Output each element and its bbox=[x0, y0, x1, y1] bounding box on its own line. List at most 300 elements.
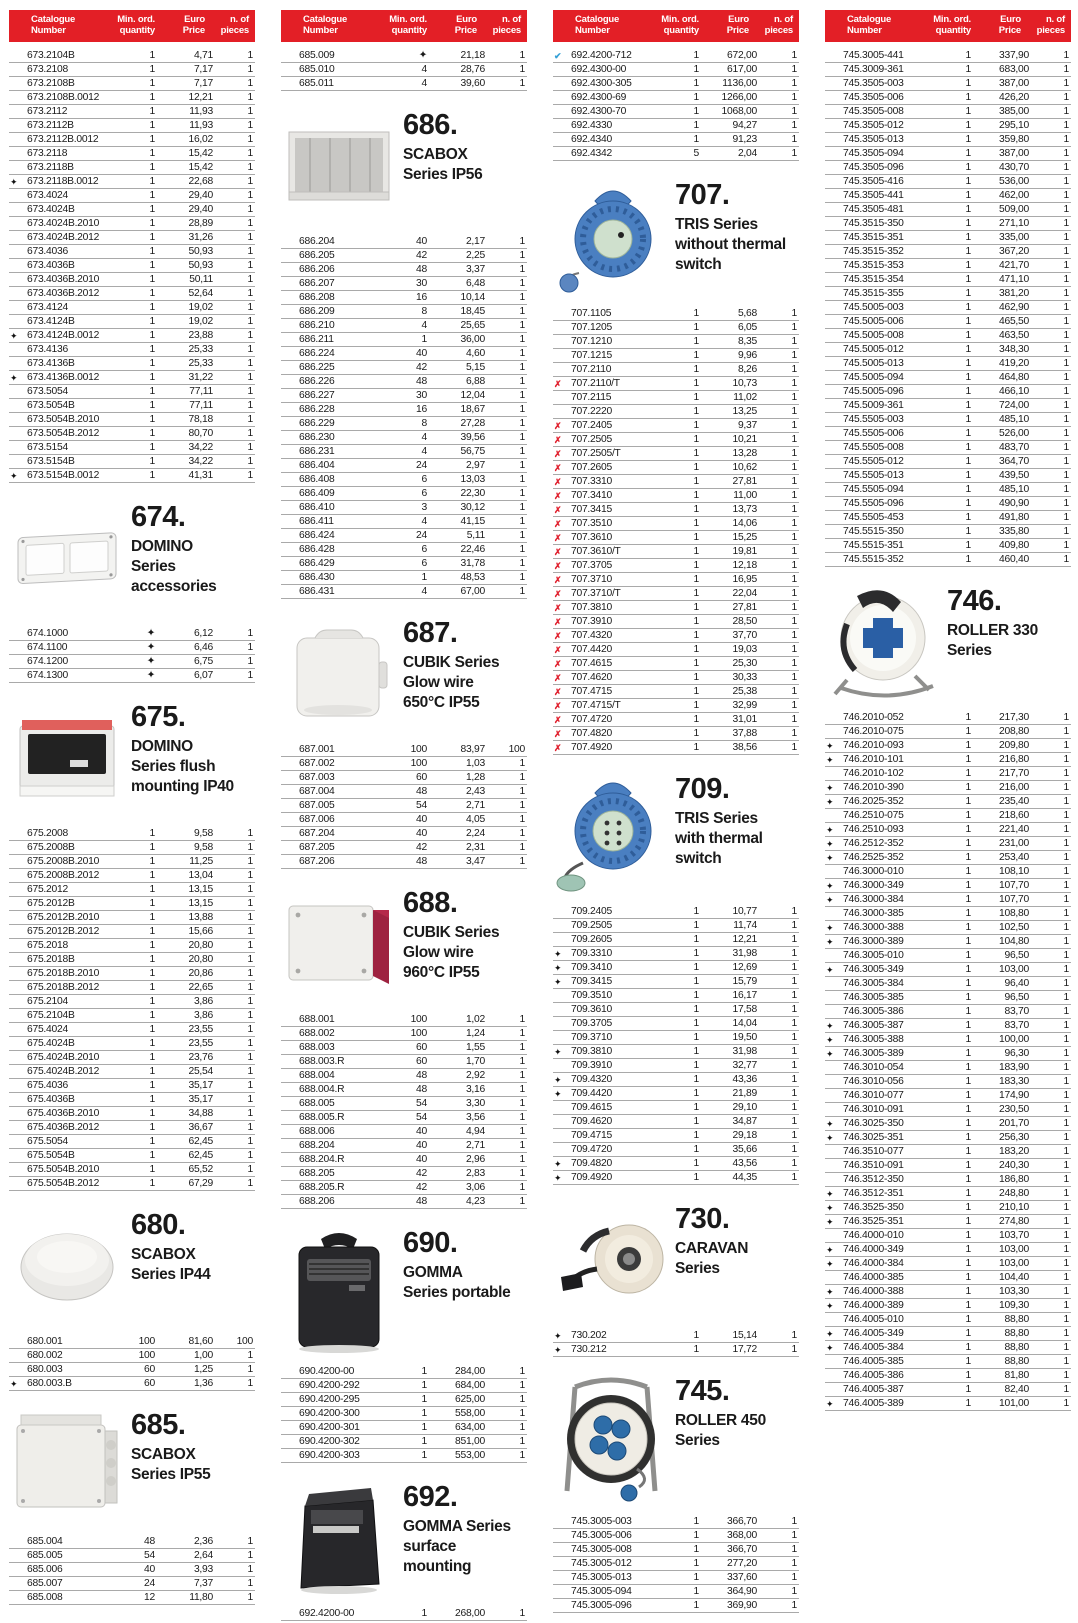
catalogue-number: 686.404 bbox=[299, 459, 335, 471]
min-order-quantity: 1 bbox=[693, 391, 699, 403]
euro-price: 10,14 bbox=[460, 291, 485, 303]
table-row bbox=[9, 855, 255, 869]
min-order-quantity: 1 bbox=[693, 919, 699, 931]
table-row bbox=[825, 133, 1071, 147]
table-row bbox=[553, 119, 799, 133]
table-row bbox=[9, 259, 255, 273]
pieces-count: 1 bbox=[247, 301, 253, 313]
table-row bbox=[825, 1117, 1071, 1131]
table-row bbox=[553, 671, 799, 685]
euro-price: 466,10 bbox=[999, 385, 1029, 397]
catalogue-number: 673.5054 bbox=[27, 385, 68, 397]
catalogue-number: 686.208 bbox=[299, 291, 335, 303]
catalogue-number: 745.3005-006 bbox=[571, 1529, 632, 1541]
pieces-count: 1 bbox=[1063, 1103, 1069, 1115]
catalogue-number: 746.3000-389 bbox=[843, 935, 904, 947]
min-order-quantity: 1 bbox=[965, 1397, 971, 1409]
table-row bbox=[825, 105, 1071, 119]
catalogue-number: 707.3310 bbox=[571, 475, 612, 487]
euro-price: 78,18 bbox=[188, 413, 213, 425]
min-order-quantity: 1 bbox=[149, 1107, 155, 1119]
pieces-count: 1 bbox=[247, 1149, 253, 1161]
catalogue-number: 673.4036B.2012 bbox=[27, 287, 100, 299]
table-row bbox=[281, 1027, 527, 1041]
table-row bbox=[9, 1093, 255, 1107]
min-order-quantity: 1 bbox=[965, 217, 971, 229]
euro-price: 7,17 bbox=[193, 77, 213, 89]
table-row bbox=[553, 475, 799, 489]
table-row bbox=[553, 559, 799, 573]
min-order-quantity: 1 bbox=[965, 1355, 971, 1367]
table-header bbox=[553, 10, 799, 42]
euro-price: 20,86 bbox=[188, 967, 213, 979]
table-row bbox=[553, 657, 799, 671]
pieces-count: 1 bbox=[519, 63, 525, 75]
product-photo-gomma-portable bbox=[281, 1225, 397, 1355]
euro-price: 4,05 bbox=[465, 813, 485, 825]
pieces-count: 1 bbox=[247, 669, 253, 681]
section-number: 686. bbox=[403, 108, 458, 141]
table-row bbox=[281, 1125, 527, 1139]
table-row bbox=[281, 1111, 527, 1125]
pieces-count: 1 bbox=[1063, 427, 1069, 439]
min-order-quantity: 1 bbox=[965, 553, 971, 565]
catalogue-number: 690.4200-300 bbox=[299, 1407, 360, 1419]
min-order-quantity: 1 bbox=[693, 1529, 699, 1541]
min-order-quantity: 1 bbox=[149, 147, 155, 159]
euro-price: 19,02 bbox=[188, 301, 213, 313]
pieces-count: 1 bbox=[791, 629, 797, 641]
table-row bbox=[825, 259, 1071, 273]
min-order-quantity: 4 bbox=[421, 319, 427, 331]
header-catalogue-number-line: Number bbox=[31, 24, 66, 36]
min-order-quantity: 1 bbox=[149, 925, 155, 937]
pieces-count: 1 bbox=[791, 147, 797, 159]
table-row bbox=[281, 487, 527, 501]
pieces-count: 1 bbox=[519, 1365, 525, 1377]
table-row bbox=[825, 315, 1071, 329]
pieces-count: 1 bbox=[791, 741, 797, 753]
catalogue-number: 673.4024B.2010 bbox=[27, 217, 100, 229]
pieces-count: 1 bbox=[519, 1055, 525, 1067]
catalogue-number: 707.3710 bbox=[571, 573, 612, 585]
pieces-count: 1 bbox=[1063, 1005, 1069, 1017]
table-row bbox=[553, 1115, 799, 1129]
euro-price: 471,10 bbox=[999, 273, 1029, 285]
catalogue-number: 745.5505-003 bbox=[843, 413, 904, 425]
min-order-quantity: 4 bbox=[421, 63, 427, 75]
table-row bbox=[825, 1131, 1071, 1145]
pieces-count: 1 bbox=[247, 1535, 253, 1547]
table-row bbox=[9, 953, 255, 967]
section-title-line: Series IP55 bbox=[131, 1465, 211, 1483]
catalogue-number: 707.2405 bbox=[571, 419, 612, 431]
table-row bbox=[281, 1365, 527, 1379]
pieces-count: 1 bbox=[1063, 1173, 1069, 1185]
euro-price: 67,29 bbox=[188, 1177, 213, 1189]
pieces-count: 1 bbox=[247, 939, 253, 951]
pieces-count: 1 bbox=[247, 231, 253, 243]
table-row bbox=[9, 1177, 255, 1191]
catalogue-number: 746.3005-388 bbox=[843, 1033, 904, 1045]
section-title-line: surface bbox=[403, 1537, 457, 1555]
min-order-quantity: 1 bbox=[149, 189, 155, 201]
table-row bbox=[9, 175, 255, 189]
pieces-count: 1 bbox=[791, 671, 797, 683]
table-row bbox=[281, 1069, 527, 1083]
pieces-count: 1 bbox=[1063, 1257, 1069, 1269]
euro-price: 10,77 bbox=[732, 905, 757, 917]
pieces-count: 1 bbox=[1063, 767, 1069, 779]
min-order-quantity: 1 bbox=[965, 907, 971, 919]
table-row bbox=[9, 399, 255, 413]
table-row bbox=[825, 1005, 1071, 1019]
catalogue-number: 688.004 bbox=[299, 1069, 335, 1081]
pieces-count: 1 bbox=[791, 1543, 797, 1555]
pieces-count: 1 bbox=[791, 947, 797, 959]
pieces-count: 1 bbox=[519, 1181, 525, 1193]
euro-price: 19,50 bbox=[732, 1031, 757, 1043]
catalogue-number: 707.4615 bbox=[571, 657, 612, 669]
table-row bbox=[825, 455, 1071, 469]
catalogue-number: 745.5515-351 bbox=[843, 539, 904, 551]
price-table bbox=[281, 49, 527, 91]
table-row bbox=[553, 1059, 799, 1073]
min-order-quantity: 1 bbox=[693, 1073, 699, 1085]
euro-price: 35,66 bbox=[732, 1143, 757, 1155]
min-order-quantity: 1 bbox=[965, 1201, 971, 1213]
min-order-quantity: 42 bbox=[416, 1181, 427, 1193]
catalogue-number: 707.2220 bbox=[571, 405, 612, 417]
euro-price: 28,89 bbox=[188, 217, 213, 229]
table-row bbox=[825, 1299, 1071, 1313]
euro-price: 5,68 bbox=[737, 307, 757, 319]
pieces-count: 1 bbox=[1063, 893, 1069, 905]
min-order-quantity: 1 bbox=[149, 119, 155, 131]
catalogue-number: 686.209 bbox=[299, 305, 335, 317]
min-order-quantity: 1 bbox=[149, 841, 155, 853]
min-order-quantity: 1 bbox=[965, 119, 971, 131]
euro-price: 724,00 bbox=[999, 399, 1029, 411]
catalogue-number: 685.010 bbox=[299, 63, 335, 75]
catalogue-number: 690.4200-292 bbox=[299, 1379, 360, 1391]
euro-price: 430,70 bbox=[999, 161, 1029, 173]
pieces-count: 1 bbox=[247, 245, 253, 257]
pieces-count: 1 bbox=[1063, 329, 1069, 341]
table-row bbox=[553, 1557, 799, 1571]
catalogue-number: 686.411 bbox=[299, 515, 334, 527]
header-min-order-quantity-line: Min. ord. bbox=[933, 14, 971, 25]
min-order-quantity: 1 bbox=[965, 1187, 971, 1199]
min-order-quantity: 1 bbox=[149, 1135, 155, 1147]
catalogue-number: 707.4715 bbox=[571, 685, 612, 697]
catalogue-number: 730.212 bbox=[571, 1343, 607, 1355]
table-row bbox=[281, 1013, 527, 1027]
min-order-quantity: 1 bbox=[693, 335, 699, 347]
catalogue-number: 745.3005-094 bbox=[571, 1585, 632, 1597]
euro-price: 11,25 bbox=[189, 855, 213, 867]
euro-price: 37,88 bbox=[732, 727, 757, 739]
header-catalogue-number bbox=[9, 15, 99, 37]
catalogue-number: 746.4005-386 bbox=[843, 1369, 904, 1381]
price-table bbox=[553, 1515, 799, 1613]
table-row bbox=[281, 743, 527, 757]
section-title-line: Series bbox=[675, 1259, 720, 1277]
table-row bbox=[9, 1591, 255, 1605]
catalogue-number: 746.3512-350 bbox=[843, 1173, 904, 1185]
pieces-count: 1 bbox=[791, 1115, 797, 1127]
min-order-quantity: 1 bbox=[965, 711, 971, 723]
catalogue-number: 685.008 bbox=[27, 1591, 63, 1603]
pieces-count: 1 bbox=[247, 855, 253, 867]
min-order-quantity: 1 bbox=[965, 469, 971, 481]
euro-price: 3,86 bbox=[193, 995, 213, 1007]
min-order-quantity: 1 bbox=[149, 161, 155, 173]
pieces-count: 1 bbox=[1063, 469, 1069, 481]
euro-price: 6,48 bbox=[465, 277, 485, 289]
cross-mark-icon: ✗ bbox=[554, 546, 562, 557]
header-euro-price-line: Euro bbox=[184, 14, 205, 25]
catalogue-number: 675.2018B.2012 bbox=[27, 981, 100, 993]
euro-price: 103,00 bbox=[999, 963, 1029, 975]
min-order-quantity: 48 bbox=[416, 1083, 427, 1095]
product-photo-domino-flush bbox=[9, 699, 125, 817]
table-row bbox=[825, 413, 1071, 427]
euro-price: 409,80 bbox=[999, 539, 1029, 551]
price-table bbox=[553, 905, 799, 1185]
euro-price: 367,20 bbox=[999, 245, 1029, 257]
table-row bbox=[553, 573, 799, 587]
section-number: 675. bbox=[131, 700, 186, 733]
euro-price: 2,71 bbox=[465, 1139, 485, 1151]
euro-price: 65,52 bbox=[188, 1163, 213, 1175]
min-order-quantity: 60 bbox=[144, 1363, 155, 1375]
section-title-line: switch bbox=[675, 256, 722, 274]
pieces-count: 1 bbox=[519, 557, 525, 569]
min-order-quantity: 1 bbox=[149, 413, 155, 425]
min-order-quantity: 1 bbox=[149, 231, 155, 243]
table-row bbox=[553, 905, 799, 919]
table-row bbox=[825, 781, 1071, 795]
euro-price: 1,36 bbox=[193, 1377, 213, 1389]
catalogue-number: 687.206 bbox=[299, 855, 335, 867]
min-order-quantity: 1 bbox=[965, 189, 971, 201]
catalogue-number: 686.205 bbox=[299, 249, 335, 261]
euro-price: 15,14 bbox=[732, 1329, 757, 1341]
catalogue-number: 673.4036 bbox=[27, 245, 68, 257]
euro-price: 366,70 bbox=[727, 1543, 757, 1555]
min-order-quantity: 1 bbox=[693, 559, 699, 571]
min-order-quantity: 1 bbox=[149, 63, 155, 75]
catalogue-number: 687.006 bbox=[299, 813, 335, 825]
euro-price: 13,03 bbox=[460, 473, 485, 485]
catalogue-number: 745.5515-350 bbox=[843, 525, 904, 537]
star-mark-icon: ✦ bbox=[826, 1300, 834, 1311]
euro-price: 2,64 bbox=[193, 1549, 213, 1561]
pieces-count: 1 bbox=[1063, 1117, 1069, 1129]
pieces-count: 1 bbox=[519, 249, 525, 261]
min-order-quantity: 1 bbox=[965, 1313, 971, 1325]
catalogue-number: 673.2118B.0012 bbox=[27, 175, 99, 187]
catalogue-number: 686.408 bbox=[299, 473, 335, 485]
euro-price: 77,11 bbox=[189, 385, 213, 397]
section-title-line: GOMMA Series bbox=[403, 1517, 511, 1535]
cross-mark-icon: ✗ bbox=[554, 630, 562, 641]
euro-price: 13,15 bbox=[188, 897, 213, 909]
table-row bbox=[281, 501, 527, 515]
euro-price: 13,04 bbox=[188, 869, 213, 881]
min-order-quantity: 1 bbox=[693, 727, 699, 739]
table-row bbox=[825, 91, 1071, 105]
table-row bbox=[553, 685, 799, 699]
min-order-quantity: 1 bbox=[693, 405, 699, 417]
euro-price: 27,81 bbox=[732, 475, 757, 487]
catalogue-number: 745.5005-013 bbox=[843, 357, 904, 369]
euro-price: 369,90 bbox=[727, 1599, 757, 1611]
min-order-quantity: 1 bbox=[693, 713, 699, 725]
star-mark-icon: ✦ bbox=[554, 1330, 562, 1341]
pieces-count: 1 bbox=[247, 1065, 253, 1077]
pieces-count: 1 bbox=[791, 1087, 797, 1099]
pieces-count: 1 bbox=[791, 1045, 797, 1057]
pieces-count: 1 bbox=[519, 1393, 525, 1405]
section-title-line: SCABOX bbox=[131, 1245, 196, 1263]
pieces-count: 1 bbox=[519, 49, 525, 61]
min-order-quantity: 48 bbox=[416, 1069, 427, 1081]
table-row bbox=[553, 433, 799, 447]
euro-price: 39,60 bbox=[460, 77, 485, 89]
min-order-quantity: 1 bbox=[149, 953, 155, 965]
min-order-quantity: 1 bbox=[693, 321, 699, 333]
euro-price: 490,90 bbox=[999, 497, 1029, 509]
euro-price: 216,80 bbox=[999, 753, 1029, 765]
min-order-quantity: 1 bbox=[693, 517, 699, 529]
pieces-count: 1 bbox=[519, 277, 525, 289]
pieces-count: 1 bbox=[1063, 739, 1069, 751]
header-catalogue-number-line: Number bbox=[575, 24, 610, 36]
section-title-line: TRIS Series bbox=[675, 215, 758, 233]
table-row bbox=[553, 49, 799, 63]
table-row bbox=[825, 539, 1071, 553]
table-row bbox=[281, 799, 527, 813]
euro-price: 80,70 bbox=[188, 427, 213, 439]
section-number: 690. bbox=[403, 1226, 458, 1259]
pieces-count: 1 bbox=[519, 235, 525, 247]
catalogue-number: 745.5005-008 bbox=[843, 329, 904, 341]
star-mark-icon: ✦ bbox=[826, 936, 834, 947]
section-title-line: Series portable bbox=[403, 1283, 511, 1301]
catalogue-number: 707.2505 bbox=[571, 433, 612, 445]
table-row bbox=[9, 357, 255, 371]
pieces-count: 1 bbox=[247, 147, 253, 159]
pieces-count: 1 bbox=[519, 361, 525, 373]
euro-price: 6,12 bbox=[193, 627, 213, 639]
catalogue-number: 686.228 bbox=[299, 403, 335, 415]
min-order-quantity: 60 bbox=[144, 1377, 155, 1389]
min-order-quantity: 1 bbox=[965, 161, 971, 173]
euro-price: 186,80 bbox=[999, 1173, 1029, 1185]
euro-price: 62,45 bbox=[188, 1135, 213, 1147]
euro-price: 230,50 bbox=[999, 1103, 1029, 1115]
pieces-count: 1 bbox=[791, 727, 797, 739]
min-order-quantity: 1 bbox=[965, 413, 971, 425]
table-row bbox=[553, 63, 799, 77]
min-order-quantity: 4 bbox=[421, 445, 427, 457]
star-mark-icon: ✦ bbox=[826, 1216, 834, 1227]
min-order-quantity: 1 bbox=[965, 1075, 971, 1087]
pieces-count: 1 bbox=[247, 1135, 253, 1147]
pieces-count: 1 bbox=[791, 573, 797, 585]
table-row bbox=[825, 525, 1071, 539]
min-order-quantity: 1 bbox=[965, 991, 971, 1003]
pieces-count: 1 bbox=[1063, 287, 1069, 299]
catalogue-number: 675.4024B bbox=[27, 1037, 75, 1049]
pieces-count: 1 bbox=[1063, 539, 1069, 551]
euro-price: 7,17 bbox=[193, 63, 213, 75]
section-number: 709. bbox=[675, 772, 730, 805]
catalogue-number: 686.230 bbox=[299, 431, 335, 443]
euro-price: 183,90 bbox=[999, 1061, 1029, 1073]
table-row bbox=[825, 1341, 1071, 1355]
min-order-quantity: 1 bbox=[965, 245, 971, 257]
table-row bbox=[825, 935, 1071, 949]
catalogue-number: 707.2110 bbox=[571, 363, 612, 375]
section-title-line: GOMMA bbox=[403, 1263, 463, 1281]
pieces-count: 1 bbox=[247, 105, 253, 117]
table-row bbox=[9, 1535, 255, 1549]
euro-price: 31,22 bbox=[188, 371, 213, 383]
euro-price: 82,40 bbox=[1004, 1383, 1029, 1395]
table-row bbox=[825, 63, 1071, 77]
catalogue-number: 673.4024 bbox=[27, 189, 68, 201]
catalogue-number: 690.4200-301 bbox=[299, 1421, 360, 1433]
euro-price: 359,80 bbox=[999, 133, 1029, 145]
euro-price: 22,30 bbox=[460, 487, 485, 499]
table-row bbox=[825, 1229, 1071, 1243]
min-order-quantity: 1 bbox=[965, 287, 971, 299]
table-row bbox=[281, 319, 527, 333]
cross-mark-icon: ✗ bbox=[554, 672, 562, 683]
catalogue-number: 675.4024B.2010 bbox=[27, 1051, 100, 1063]
price-table bbox=[553, 49, 799, 161]
table-row bbox=[553, 643, 799, 657]
min-order-quantity: 1 bbox=[965, 977, 971, 989]
min-order-quantity: 1 bbox=[693, 1115, 699, 1127]
catalogue-number: 709.3510 bbox=[571, 989, 612, 1001]
min-order-quantity: 1 bbox=[965, 1369, 971, 1381]
min-order-quantity: 1 bbox=[693, 1515, 699, 1527]
catalogue-number: 745.3515-350 bbox=[843, 217, 904, 229]
catalogue-number: 688.204.R bbox=[299, 1153, 345, 1165]
min-order-quantity: 54 bbox=[144, 1549, 155, 1561]
min-order-quantity: 48 bbox=[416, 785, 427, 797]
catalogue-number: 675.5054B.2012 bbox=[27, 1177, 100, 1189]
pieces-count: 1 bbox=[247, 49, 253, 61]
pieces-count: 1 bbox=[519, 459, 525, 471]
catalogue-number: 746.3005-387 bbox=[843, 1019, 904, 1031]
euro-price: 337,60 bbox=[727, 1571, 757, 1583]
catalogue-number: 687.002 bbox=[299, 757, 335, 769]
min-order-quantity: 40 bbox=[144, 1563, 155, 1575]
catalogue-number: 746.3010-091 bbox=[843, 1103, 904, 1115]
catalogue-number: 688.005 bbox=[299, 1097, 335, 1109]
section-heading bbox=[397, 885, 527, 1003]
min-order-quantity: 1 bbox=[693, 77, 699, 89]
catalogue-number: 673.4024B.2012 bbox=[27, 231, 100, 243]
catalogue-number: 673.4036B bbox=[27, 259, 75, 271]
euro-price: 4,94 bbox=[465, 1125, 485, 1137]
min-order-quantity: 1 bbox=[693, 377, 699, 389]
